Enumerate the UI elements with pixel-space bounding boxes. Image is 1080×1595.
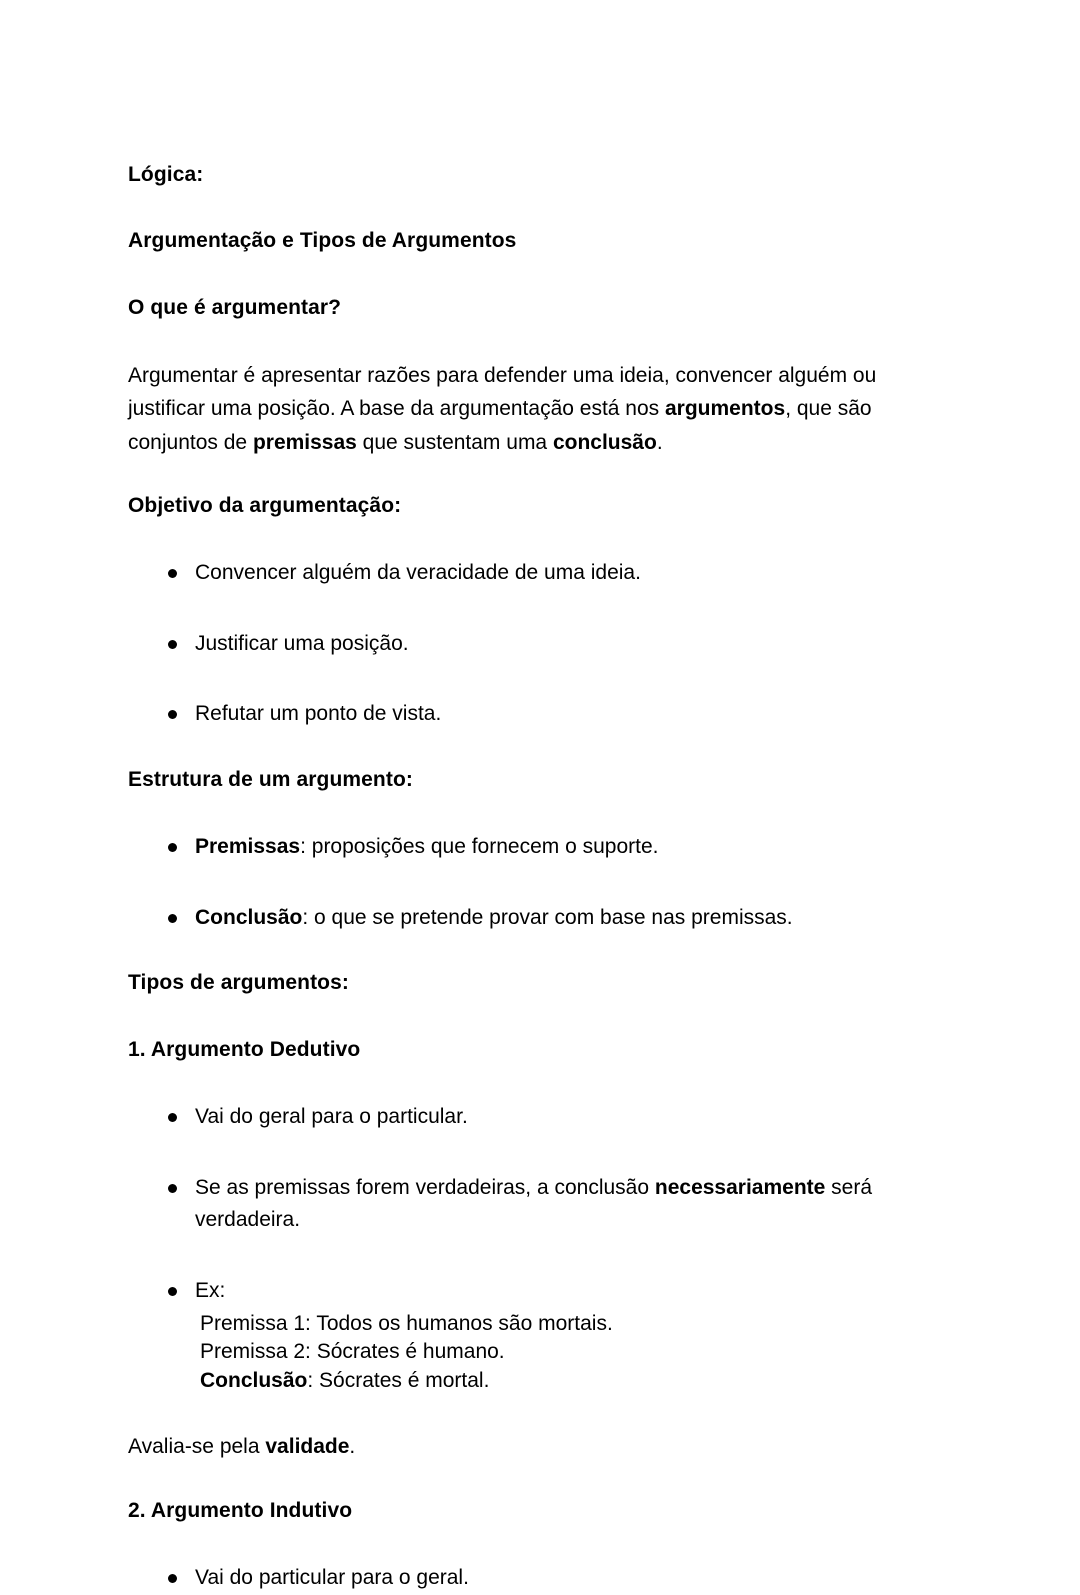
bullet-icon: [168, 1287, 177, 1296]
heading-inductive-argument: 2. Argumento Indutivo: [128, 1498, 353, 1522]
bullet-icon: [168, 843, 177, 852]
bullet-icon: [168, 1113, 177, 1122]
list-item: [128, 628, 915, 661]
list-item: [128, 1562, 915, 1595]
list-structure: [128, 831, 915, 934]
bullet-icon: [168, 1184, 177, 1193]
evaluation-text-part2: .: [349, 1435, 356, 1459]
list-item: [128, 698, 915, 731]
example-label: Ex:: [195, 1278, 226, 1302]
list-item: [128, 1101, 915, 1134]
list-item-description: : o que se pretende provar com base nas premissas.: [302, 905, 793, 929]
paragraph-bold-argumentos: argumentos: [665, 397, 786, 421]
list-item-text-part1: Se as premissas forem verdadeiras, a conclusão: [195, 1175, 655, 1199]
evaluation-text-part1: Avalia-se pela: [128, 1435, 266, 1459]
example-conclusion: [195, 1367, 915, 1396]
example-premise-2: Premissa 2: Sócrates é humano.: [200, 1340, 505, 1364]
list-item-term: Conclusão: [195, 905, 303, 929]
list-item: [128, 1172, 915, 1237]
document-title: Lógica:: [128, 163, 204, 186]
list-item-label: Convencer alguém da veracidade de uma ideia.: [195, 561, 641, 585]
bullet-icon: [168, 569, 177, 578]
paragraph-evaluation: [128, 1430, 915, 1463]
document-body: [128, 160, 915, 1595]
example-lines: [195, 1310, 915, 1397]
list-item-label: Vai do particular para o geral.: [195, 1566, 469, 1590]
list-item-bold-necessariamente: necessariamente: [654, 1175, 826, 1199]
bullet-icon: [168, 1574, 177, 1583]
paragraph-bold-conclusao: conclusão: [552, 430, 657, 454]
example-conclusion-term: Conclusão: [200, 1369, 308, 1393]
paragraph-text-part2: , que são conjuntos de: [128, 397, 872, 454]
heading-types: Tipos de argumentos:: [128, 971, 349, 995]
heading-deductive-argument: 1. Argumento Dedutivo: [128, 1037, 361, 1061]
bullet-icon: [168, 914, 177, 923]
list-item-term: Premissas: [195, 835, 301, 859]
heading-objective: Objetivo da argumentação:: [128, 493, 402, 517]
paragraph-what-is-arguing: [128, 359, 915, 459]
list-item-label: Vai do geral para o particular.: [195, 1105, 468, 1129]
list-item: [128, 831, 915, 864]
list-inductive: [128, 1562, 915, 1595]
heading-structure: Estrutura de um argumento:: [128, 767, 413, 791]
list-deductive: [128, 1101, 915, 1396]
example-premise-1: Premissa 1: Todos os humanos são mortais.: [200, 1311, 613, 1335]
list-item-description: : proposições que fornecem o suporte.: [300, 835, 659, 859]
document-subtitle: Argumentação e Tipos de Argumentos: [128, 229, 517, 253]
paragraph-text-part3: que sustentam uma: [356, 430, 553, 454]
bullet-icon: [168, 640, 177, 649]
paragraph-bold-premissas: premissas: [252, 430, 357, 454]
list-item: [128, 557, 915, 590]
list-objective: [128, 557, 915, 731]
list-item-label: Refutar um ponto de vista.: [195, 702, 442, 726]
list-item-example: [128, 1275, 915, 1396]
bullet-icon: [168, 710, 177, 719]
list-item-text-part2: será verdadeira.: [195, 1175, 873, 1232]
evaluation-bold-validade: validade: [265, 1435, 350, 1459]
list-item: [128, 902, 915, 935]
heading-what-is-arguing: O que é argumentar?: [128, 295, 342, 319]
paragraph-text-part1: Argumentar é apresentar razões para defender uma ideia, convencer alguém ou justificar uma posição. A base da argumentação está nos: [128, 364, 877, 421]
paragraph-text-part4: .: [656, 430, 663, 454]
list-item-label: Justificar uma posição.: [195, 631, 409, 655]
example-conclusion-rest: : Sócrates é mortal.: [307, 1369, 490, 1393]
